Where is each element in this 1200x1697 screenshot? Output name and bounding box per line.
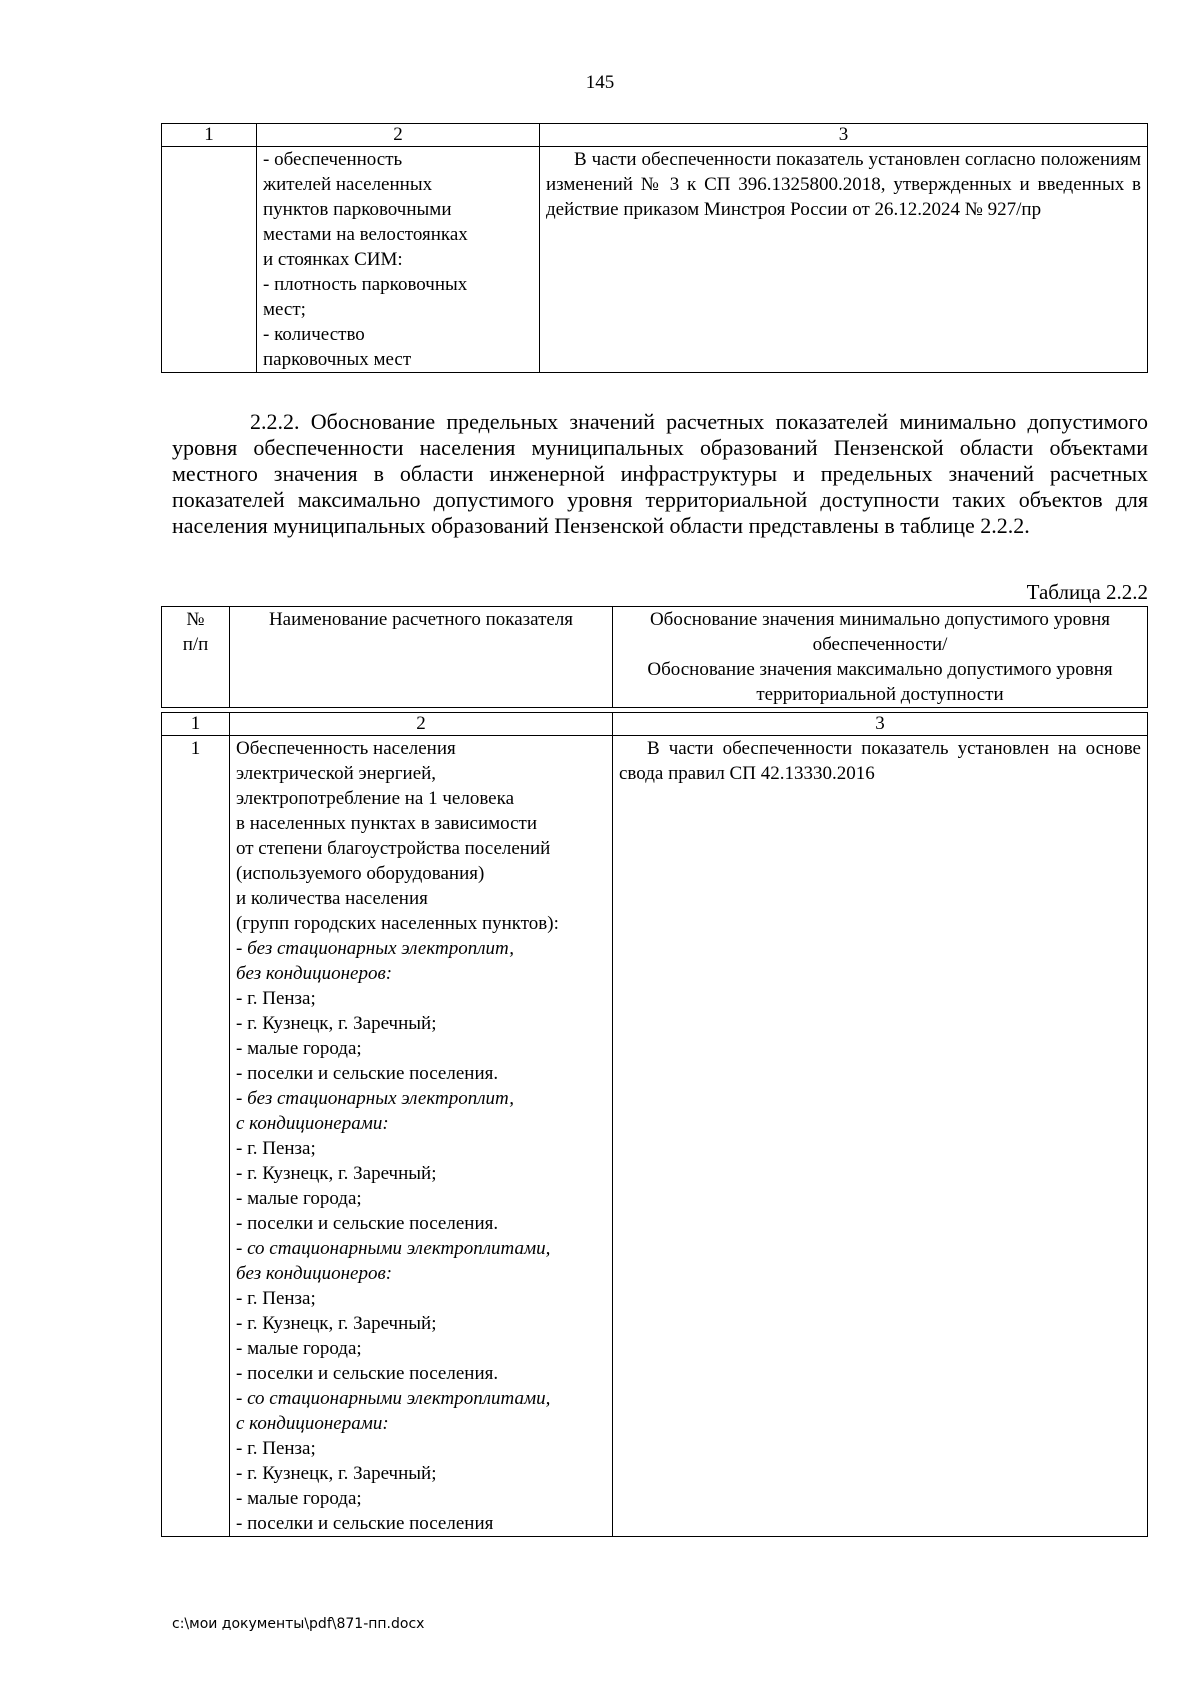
indicator-line: Обеспеченность населения bbox=[236, 738, 456, 759]
indicators-table bbox=[161, 606, 1148, 1537]
header-justification bbox=[613, 607, 1148, 708]
column-number: 1 bbox=[162, 713, 230, 736]
indicator-line: (групп городских населенных пунктов): bbox=[236, 913, 559, 934]
indicator-line: - обеспеченность bbox=[263, 149, 403, 170]
indicator-line: - малые города; bbox=[236, 1038, 362, 1059]
indicator-line: - г. Пенза; bbox=[236, 1288, 316, 1309]
indicator-line: - без стационарных электроплит, bbox=[236, 1088, 514, 1109]
justification-cell bbox=[540, 147, 1148, 373]
table-row bbox=[162, 147, 1148, 373]
indicator-line: и стоянках СИМ: bbox=[263, 249, 403, 270]
file-path-footer: c:\мои документы\pdf\871-пп.docx bbox=[172, 1616, 425, 1632]
header-number-text: № п/п bbox=[182, 609, 209, 655]
indicator-line: без кондиционеров: bbox=[236, 963, 393, 984]
indicator-line: - малые города; bbox=[236, 1338, 362, 1359]
indicator-line: - малые города; bbox=[236, 1488, 362, 1509]
table-number-row bbox=[162, 713, 1148, 736]
header-justification-line: Обоснование значения максимально допустимого уровня территориальной доступности bbox=[647, 659, 1113, 705]
indicator-line: - г. Пенза; bbox=[236, 1138, 316, 1159]
indicator-cell bbox=[257, 147, 540, 373]
indicator-line: без кондиционеров: bbox=[236, 1263, 393, 1284]
header-justification-line: Обоснование значения минимально допустимого уровня обеспеченности/ bbox=[649, 609, 1111, 655]
indicator-line: (используемого оборудования) bbox=[236, 863, 485, 884]
row-number: 1 bbox=[162, 736, 230, 1537]
table-caption: Таблица 2.2.2 bbox=[1026, 580, 1148, 604]
justification-text: В части обеспеченности показатель установлен на основе свода правил СП 42.13330.2016 bbox=[619, 738, 1141, 784]
indicator-line: жителей населенных bbox=[263, 174, 433, 195]
indicator-line: с кондиционерами: bbox=[236, 1113, 389, 1134]
indicator-line: парковочных мест bbox=[263, 349, 412, 370]
empty-cell bbox=[162, 147, 257, 373]
indicator-line: - без стационарных электроплит, bbox=[236, 938, 514, 959]
indicator-line: - г. Кузнецк, г. Заречный; bbox=[236, 1463, 437, 1484]
body-paragraph bbox=[172, 409, 1148, 539]
header-number bbox=[162, 607, 230, 708]
column-number: 2 bbox=[230, 713, 613, 736]
indicator-line: с кондиционерами: bbox=[236, 1413, 389, 1434]
header-indicator: Наименование расчетного показателя bbox=[230, 607, 613, 708]
indicator-line: - малые города; bbox=[236, 1188, 362, 1209]
indicator-line: местами на велостоянках bbox=[263, 224, 468, 245]
justification-cell bbox=[613, 736, 1148, 1537]
column-number: 3 bbox=[540, 124, 1148, 147]
indicator-line: электрической энергией, bbox=[236, 763, 437, 784]
justification-text: В части обеспеченности показатель установлен согласно положениям изменений № 3 к СП 396.1325800.2018, утвержденных и введенных в действие приказом Минстроя России от 26.12.2024 № 927/пр bbox=[546, 149, 1141, 220]
indicator-line: в населенных пунктах в зависимости bbox=[236, 813, 538, 834]
indicator-line: - г. Пенза; bbox=[236, 1438, 316, 1459]
indicator-line: - плотность парковочных bbox=[263, 274, 468, 295]
indicator-line: - г. Пенза; bbox=[236, 988, 316, 1009]
indicator-line: пунктов парковочными bbox=[263, 199, 452, 220]
table-number-row bbox=[162, 124, 1148, 147]
indicator-line: мест; bbox=[263, 299, 306, 320]
indicator-line: - поселки и сельские поселения. bbox=[236, 1213, 499, 1234]
indicator-line: от степени благоустройства поселений bbox=[236, 838, 551, 859]
column-number: 1 bbox=[162, 124, 257, 147]
paragraph-text: 2.2.2. Обоснование предельных значений расчетных показателей минимально допустимого уровня обеспеченности населения муниципальных образований Пензенской области объектами местного значения в области инженерной инфраструктуры и предельных значений расчетных показателей максимально допустимого уровня территориальной доступности таких объектов для населения муниципальных образований Пензенской области представлены в таблице 2.2.2. bbox=[172, 409, 1148, 538]
page-number: 145 bbox=[585, 72, 615, 93]
indicator-line: - со стационарными электроплитами, bbox=[236, 1238, 551, 1259]
indicator-line: - г. Кузнецк, г. Заречный; bbox=[236, 1313, 437, 1334]
indicator-line: электропотребление на 1 человека bbox=[236, 788, 514, 809]
column-number: 2 bbox=[257, 124, 540, 147]
indicator-line: - поселки и сельские поселения bbox=[236, 1513, 494, 1534]
indicator-line: - поселки и сельские поселения. bbox=[236, 1363, 499, 1384]
indicator-line: - со стационарными электроплитами, bbox=[236, 1388, 551, 1409]
indicator-line: - поселки и сельские поселения. bbox=[236, 1063, 499, 1084]
indicator-line: - г. Кузнецк, г. Заречный; bbox=[236, 1163, 437, 1184]
indicator-line: - количество bbox=[263, 324, 365, 345]
table-header-row bbox=[162, 607, 1148, 708]
column-number: 3 bbox=[613, 713, 1148, 736]
indicator-line: - г. Кузнецк, г. Заречный; bbox=[236, 1013, 437, 1034]
table-row bbox=[162, 736, 1148, 1537]
continuation-table bbox=[161, 123, 1148, 373]
indicator-line: и количества населения bbox=[236, 888, 428, 909]
indicator-cell bbox=[230, 736, 613, 1537]
